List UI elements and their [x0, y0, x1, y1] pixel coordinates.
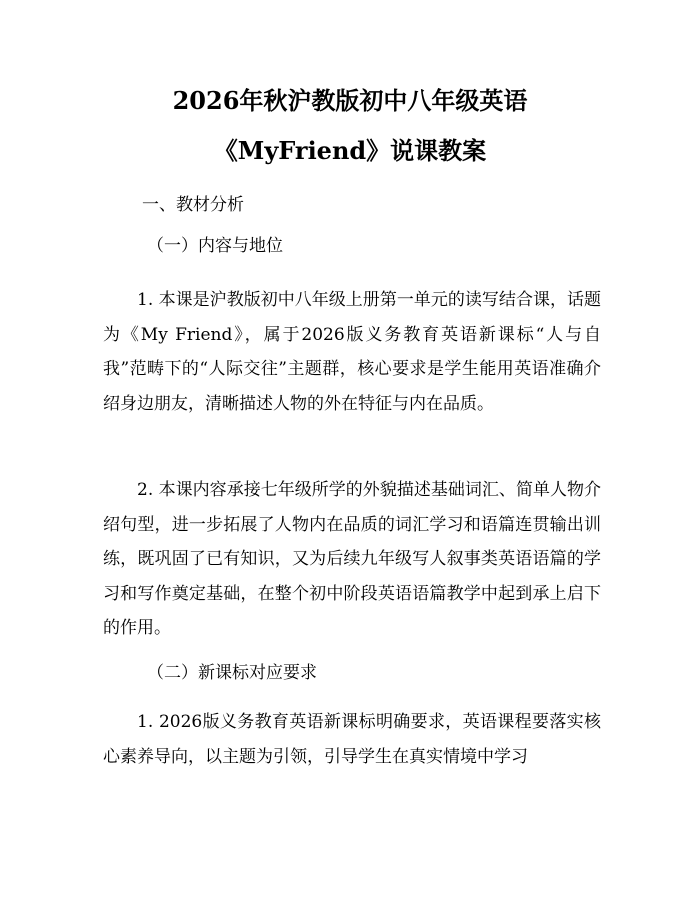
- subsection-heading-content-position: （一）内容与地位: [147, 236, 283, 256]
- document-title-line-2: 《MyFriend》说课教案: [213, 136, 487, 165]
- paragraph-3: 1. 2026版义务教育英语新课标明确要求，英语课程要落实核心素养导向，以主题为引领，引导学生在真实情境中学习: [103, 712, 601, 767]
- section-heading-textbook-analysis: 一、教材分析: [142, 195, 244, 215]
- paragraph-2: 2. 本课内容承接七年级所学的外貌描述基础词汇、简单人物介绍句型，进一步拓展了人物内在品质的词汇学习和语篇连贯输出训练，既巩固了已有知识，又为后续九年级写人叙事类英语语篇的学习和写作奠定基础，在整个初中阶段英语语篇教学中起到承上启下的作用。: [103, 480, 601, 638]
- paragraph-1: 1. 本课是沪教版初中八年级上册第一单元的读写结合课，话题为《My Friend》，属于2026版义务教育英语新课标“人与自我”范畴下的“人际交往”主题群，核心要求是学生能用英语准确介绍身边朋友，清晰描述人物的外在特征与内在品质。: [103, 290, 601, 414]
- subsection-heading-curriculum-requirements: （二）新课标对应要求: [147, 663, 317, 683]
- document-title-line-1: 2026年秋沪教版初中八年级英语: [172, 86, 528, 115]
